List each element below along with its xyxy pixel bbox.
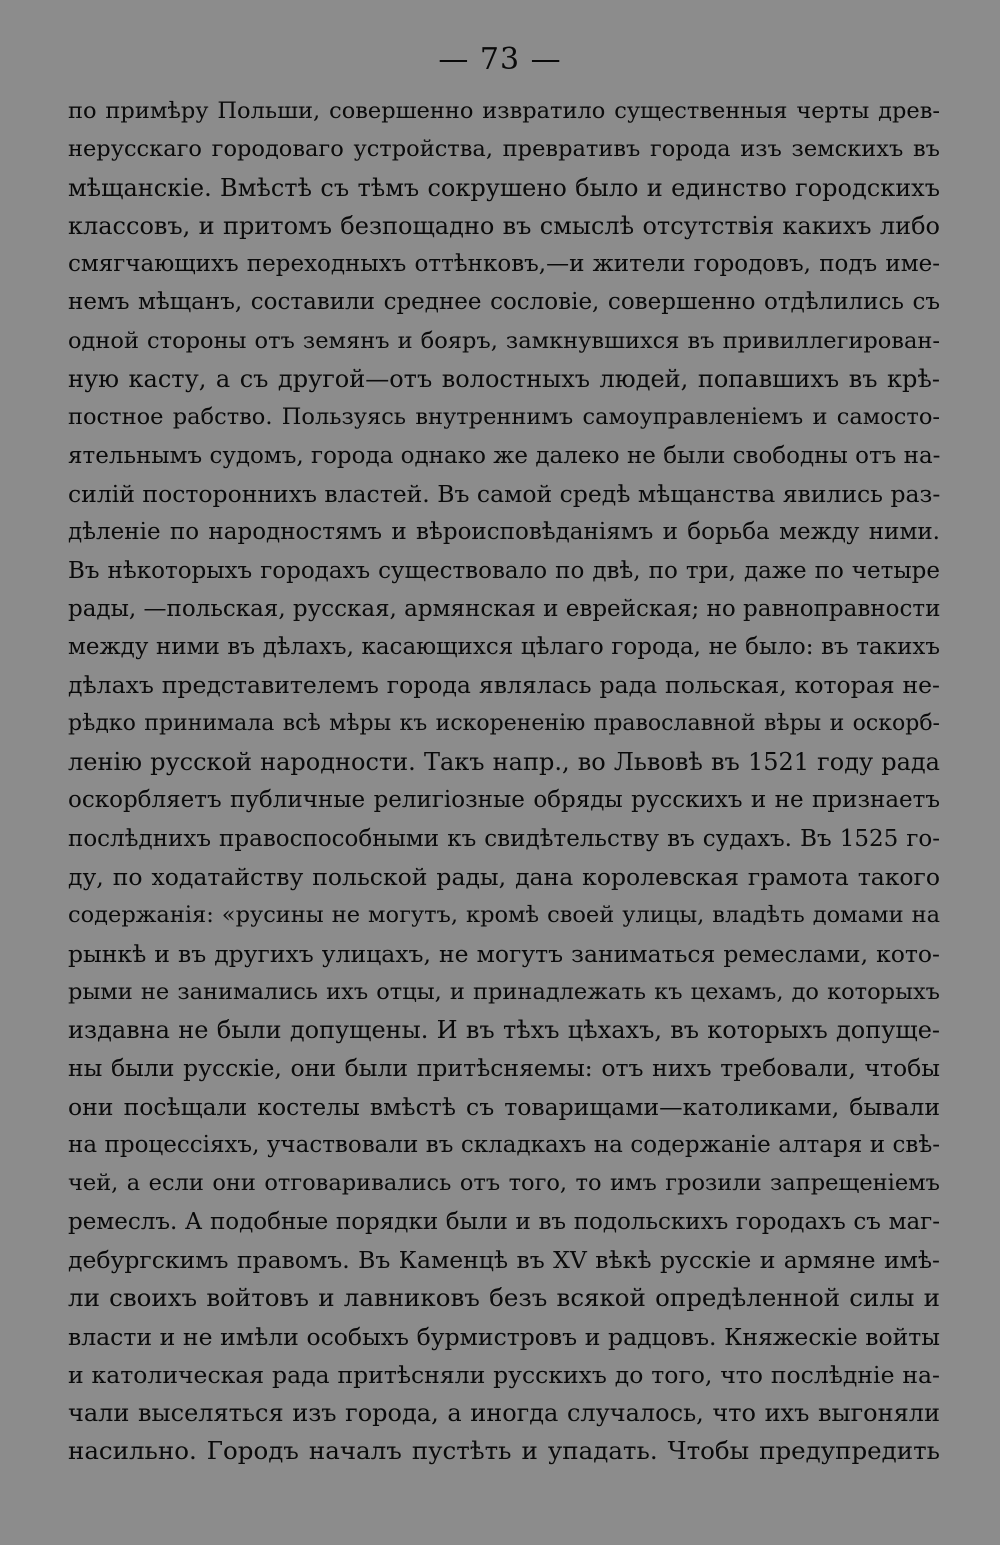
text-line: чей, а если они отговаривались отъ того, то имъ грозили запрещеніемъ bbox=[68, 1170, 940, 1197]
text-line: классовъ, и притомъ безпощадно въ смыслѣ отсутствія какихъ либо bbox=[68, 211, 940, 240]
body-text bbox=[68, 92, 940, 1471]
text-line: силій постороннихъ властей. Въ самой средѣ мѣщанства явились раз- bbox=[68, 479, 940, 508]
text-line: немъ мѣщанъ, составили среднее сословіе, совершенно отдѣлились съ bbox=[68, 289, 940, 316]
text-line: мѣщанскіе. Вмѣстѣ съ тѣмъ сокрушено было и единство городскихъ bbox=[68, 173, 940, 202]
text-line: насильно. Городъ началъ пустѣть и упадать. Чтобы предупредить bbox=[68, 1436, 940, 1466]
text-line: по примѣру Польши, совершенно извратило существенныя черты древ- bbox=[68, 98, 940, 124]
text-line: ную касту, а съ другой—отъ волостныхъ людей, попавшихъ въ крѣ- bbox=[68, 365, 940, 394]
text-line: издавна не были допущены. И въ тѣхъ цѣхахъ, въ которыхъ допуще- bbox=[68, 1016, 940, 1045]
text-line: ленію русской народности. Такъ напр., во Львовѣ въ 1521 году рада bbox=[68, 748, 940, 777]
text-line: и католическая рада притѣсняли русскихъ до того, что послѣдніе на- bbox=[68, 1360, 940, 1389]
text-line: ду, по ходатайству польской рады, дана королевская грамота такого bbox=[68, 862, 940, 891]
text-line: послѣднихъ правоспособными къ свидѣтельству въ судахъ. Въ 1525 го- bbox=[68, 825, 940, 852]
text-line: ятельнымъ судомъ, города однако же далеко не были свободны отъ на- bbox=[68, 442, 940, 469]
page-number: — 73 — bbox=[438, 42, 562, 77]
text-line: дѣлахъ представителемъ города являлась рада польская, которая не- bbox=[68, 671, 940, 700]
text-line: ны были русскіе, они были притѣсняемы: отъ нихъ требовали, чтобы bbox=[68, 1054, 940, 1083]
text-line: нерусскаго городоваго устройства, превративъ города изъ земскихъ въ bbox=[68, 136, 940, 163]
text-line: дебургскимъ правомъ. Въ Каменцѣ въ XV вѣкѣ русскіе и армяне имѣ- bbox=[68, 1245, 940, 1274]
text-line: они посѣщали костелы вмѣстѣ съ товарищами—католиками, бывали bbox=[68, 1092, 940, 1121]
text-line: Въ нѣкоторыхъ городахъ существовало по двѣ, по три, даже по четыре bbox=[68, 557, 940, 584]
text-line: дѣленіе по народностямъ и вѣроисповѣданіямъ и борьба между ними. bbox=[68, 519, 940, 546]
text-line: между ними въ дѣлахъ, касающихся цѣлаго города, не было: въ такихъ bbox=[68, 634, 940, 661]
text-line: оскорбляетъ публичные религіозные обряды русскихъ и не признаетъ bbox=[68, 787, 940, 814]
text-line: постное рабство. Пользуясь внутреннимъ самоуправленіемъ и самосто- bbox=[68, 404, 940, 431]
text-line: смягчающихъ переходныхъ оттѣнковъ,—и жители городовъ, подъ име- bbox=[68, 251, 940, 278]
text-line: одной стороны отъ земянъ и бояръ, замкнувшихся въ привиллегирован- bbox=[68, 327, 940, 354]
text-line: ремеслъ. А подобные порядки были и въ подольскихъ городахъ съ маг- bbox=[68, 1208, 940, 1235]
text-line: ли своихъ войтовъ и лавниковъ безъ всякой опредѣленной силы и bbox=[68, 1283, 940, 1313]
text-line: рыми не занимались ихъ отцы, и принадлежать къ цехамъ, до которыхъ bbox=[68, 978, 940, 1005]
text-line: рынкѣ и въ другихъ улицахъ, не могутъ заниматься ремеслами, кото- bbox=[68, 939, 940, 968]
text-line: власти и не имѣли особыхъ бурмистровъ и радцовъ. Княжескіе войты bbox=[68, 1322, 940, 1351]
text-line: на процессіяхъ, участвовали въ складкахъ на содержаніе алтаря и свѣ- bbox=[68, 1132, 940, 1159]
text-line: чали выселяться изъ города, а иногда случалось, что ихъ выгоняли bbox=[68, 1399, 940, 1428]
text-line: рады, —польская, русская, армянская и еврейская; но равноправности bbox=[68, 595, 940, 622]
text-line: рѣдко принимала всѣ мѣры къ искорененію православной вѣры и оскорб- bbox=[68, 710, 940, 736]
text-line: содержанія: «русины не могутъ, кромѣ своей улицы, владѣть домами на bbox=[68, 902, 940, 929]
